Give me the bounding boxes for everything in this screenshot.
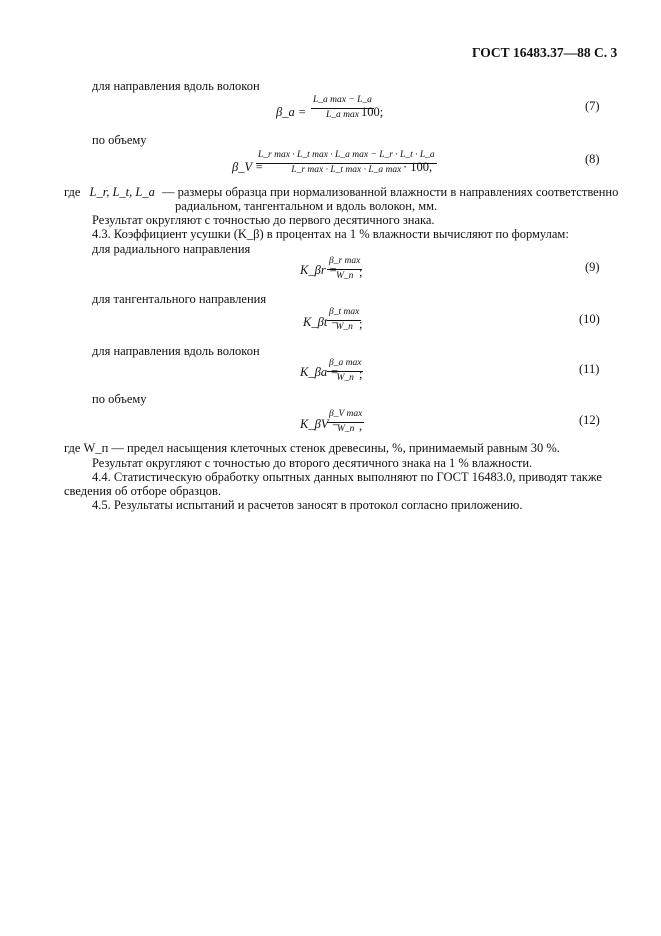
eq12-rhs: , <box>359 419 363 433</box>
eq12-denominator: W_п <box>336 423 355 434</box>
eq7-rhs: 100; <box>361 105 384 119</box>
eq10-rhs: ; <box>359 317 363 331</box>
eq7-number: (7) <box>585 99 600 113</box>
eq9-number: (9) <box>585 260 600 274</box>
eq8-numerator: L_r max · L_t max · L_a max − L_r · L_t · L_a <box>258 150 435 160</box>
eq9-fraction <box>327 257 362 281</box>
where1-vars: L_r, L_t, L_a <box>89 185 155 199</box>
text-along-fibers: для направления вдоль волокон <box>92 79 260 93</box>
para-4-4-cont: сведения об отборе образцов. <box>64 484 222 498</box>
where1-prefix: где <box>64 185 81 199</box>
eq11-rhs: ; <box>359 367 363 381</box>
eq11-lhs: K_βa = <box>300 365 339 379</box>
eq11-fraction <box>327 359 363 383</box>
text-round2: Результат округляют с точностью до второго десятичного знака на 1 % влажности. <box>92 456 533 470</box>
text-radial: для радиального направления <box>92 242 251 256</box>
eq12-number: (12) <box>579 413 600 427</box>
eq9-bar <box>327 269 362 270</box>
eq8-denominator: L_r max · L_t max · L_a max <box>291 164 402 175</box>
eq9-rhs: ; <box>359 265 363 279</box>
where1-text: — размеры образца при нормализованной влажности в направлениях соответственно <box>161 185 619 199</box>
eq8-lhs: β_V = <box>232 160 264 174</box>
eq9-denominator: W_п <box>335 270 354 281</box>
para-4-5: 4.5. Результаты испытаний и расчетов заносят в протокол согласно приложению. <box>92 498 523 512</box>
eq11-number: (11) <box>579 362 600 376</box>
eq10-denominator: W_п <box>335 321 353 332</box>
text-round1: Результат округляют с точностью до первого десятичного знака. <box>92 213 435 227</box>
eq10-fraction <box>327 308 361 332</box>
eq12-numerator: β_V max <box>329 409 363 419</box>
eq10-numerator: β_t max <box>329 307 360 317</box>
text-where1-cont: радиальном, тангентальном и вдоль волокон, мм. <box>175 199 438 213</box>
eq9-numerator: β_r max <box>329 256 361 266</box>
text-along-fibers-2: для направления вдоль волокон <box>92 344 260 358</box>
text-tangential: для тангентального направления <box>92 292 267 306</box>
text-where2: где W_п — предел насыщения клеточных стенок древесины, %, принимаемый равным 30 %. <box>64 441 560 455</box>
page-header: ГОСТ 16483.37—88 С. 3 <box>472 45 618 60</box>
eq11-denominator: W_п <box>336 372 354 383</box>
eq9-lhs: K_βr = <box>300 263 338 277</box>
eq10-number: (10) <box>579 312 600 326</box>
eq7-denominator: L_a max <box>325 109 359 120</box>
eq12-lhs: K_βV = <box>300 417 340 431</box>
eq7-numerator: L_a max − L_a <box>313 95 372 105</box>
eq10-bar <box>327 320 361 321</box>
eq8-rhs: · 100, <box>403 160 433 174</box>
para-4-4: 4.4. Статистическую обработку опытных данных выполняют по ГОСТ 16483.0, приводят также <box>92 470 602 484</box>
text-by-volume: по объему <box>92 133 147 147</box>
eq10-lhs: K_βt = <box>303 315 339 329</box>
eq7-lhs: β_a = <box>276 105 307 119</box>
text-by-volume-2: по объему <box>92 392 147 406</box>
eq11-bar <box>327 371 363 372</box>
eq11-numerator: β_a max <box>329 358 362 368</box>
eq8-number: (8) <box>585 152 600 166</box>
text-where1 <box>64 186 618 199</box>
para-4-3: 4.3. Коэффициент усушки (K_β) в процентах на 1 % влажности вычисляют по формулам: <box>92 227 569 241</box>
